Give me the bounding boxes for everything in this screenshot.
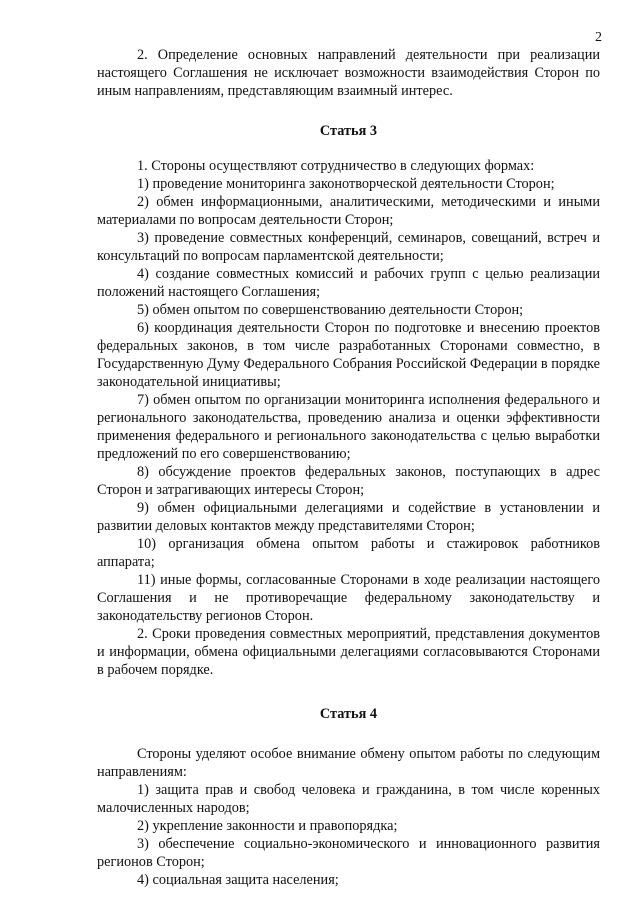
page-number: 2 xyxy=(595,30,602,45)
article-3-item-5: 5) обмен опытом по совершенствованию деятельности Сторон; xyxy=(137,302,524,318)
article-4-paragraph: Стороны уделяют особое внимание обмену опытом работы по следующим направлениям: xyxy=(97,746,600,780)
article-3-heading: Статья 3 xyxy=(319,123,378,139)
article-3-item-4: 4) создание совместных комиссий и рабочих групп с целью реализации положений настоящего Соглашения; xyxy=(97,266,600,300)
article-3-item-1: 1) проведение мониторинга законотворческой деятельности Сторон; xyxy=(137,176,555,192)
article-3-item-11: 11) иные формы, согласованные Сторонами в ходе реализации настоящего Соглашения и не противоречащие федеральному законодательству и законодательству регионов Сторон. xyxy=(97,572,600,624)
article-4-item-4: 4) социальная защита населения; xyxy=(137,872,339,888)
article-3-item-10: 10) организация обмена опытом работы и стажировок работников аппарата; xyxy=(97,536,600,570)
article-3-item-2: 2) обмен информационными, аналитическими, методическими и иными материалами по вопросам деятельности Сторон; xyxy=(97,194,600,228)
article-3-item-9: 9) обмен официальными делегациями и содействие в установлении и развитии деловых контактов между представителями Сторон; xyxy=(97,500,600,534)
article-3-item-8: 8) обсуждение проектов федеральных законов, поступающих в адрес Сторон и затрагивающих интересы Сторон; xyxy=(97,464,600,498)
document-body xyxy=(97,46,600,889)
article-4-body xyxy=(97,745,600,889)
article-3-item-3: 3) проведение совместных конференций, семинаров, совещаний, встреч и консультаций по вопросам парламентской деятельности; xyxy=(97,230,600,264)
article-3-paragraph: 1. Стороны осуществляют сотрудничество в следующих формах: xyxy=(137,158,535,174)
article-3-item-7: 7) обмен опытом по организации мониторинга исполнения федерального и регионального законодательства, проведению анализа и оценки эффективности применения федерального и регионального законодательства с целью выработки предложений по его совершенствованию; xyxy=(97,392,600,462)
article-3-item-6: 6) координация деятельности Сторон по подготовке и внесению проектов федеральных законов, в том числе разработанных Сторонами совместно, в Государственную Думу Федерального Собрания Российской Федерации в порядке законодательной инициативы; xyxy=(97,320,600,390)
article-4-item-1: 1) защита прав и свобод человека и гражданина, в том числе коренных малочисленных народов; xyxy=(97,782,600,816)
article-4-item-2: 2) укрепление законности и правопорядка; xyxy=(137,818,398,834)
intro-paragraph-2: 2. Определение основных направлений деятельности при реализации настоящего Соглашения не исключает возможности взаимодействия Сторон по иным направлениям, представляющим взаимный интерес. xyxy=(97,47,600,99)
article-3-body xyxy=(97,157,600,679)
article-3-paragraph: 2. Сроки проведения совместных мероприятий, представления документов и информации, обмена официальными делегациями согласовываются Сторонами в рабочем порядке. xyxy=(97,626,600,678)
article-4-heading: Статья 4 xyxy=(319,706,378,722)
article-4-item-3: 3) обеспечение социально-экономического и инновационного развития регионов Сторон; xyxy=(97,836,600,870)
